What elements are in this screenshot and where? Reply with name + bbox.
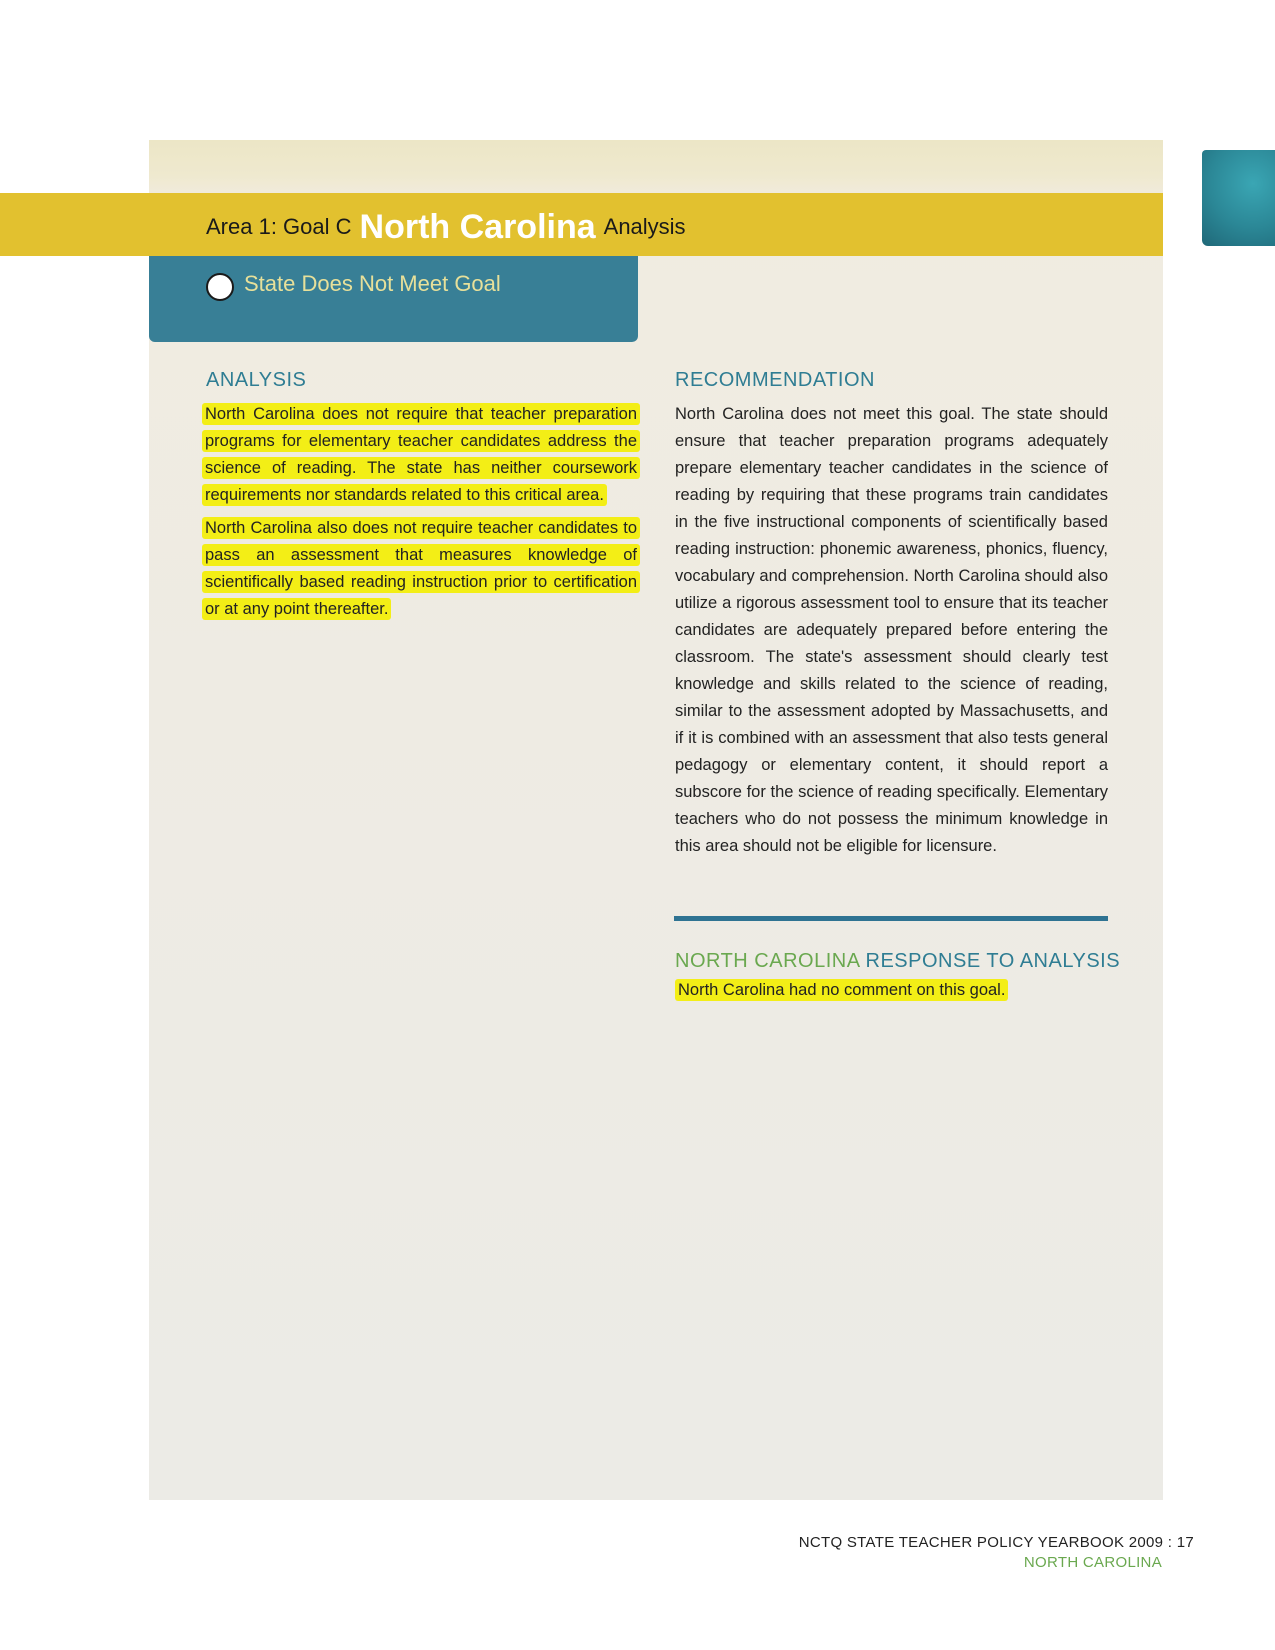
recommendation-section [675,401,1108,866]
title-suffix: Analysis [603,214,686,239]
analysis-paragraph [202,401,640,509]
recommendation-paragraph: North Carolina does not meet this goal. The state should ensure that teacher preparation programs adequately prepare elementary teacher candidates in the science of reading by requiring that these programs train candidates in the five instructional components of scientifically based reading instruction: phonemic awareness, phonics, fluency, vocabulary and comprehension. North Carolina should also utilize a rigorous assessment tool to ensure that its teacher candidates are adequately prepared before entering the classroom. The state's assessment should clearly test knowledge and skills related to the science of reading, similar to the assessment adopted by Massachusetts, and if it is combined with an assessment that also tests general pedagogy or elementary content, it should report a subscore for the science of reading specifically. Elementary teachers who do not possess the minimum knowledge in this area should not be eligible for licensure. [675,405,1108,855]
analysis-paragraph [202,515,640,623]
analysis-heading: ANALYSIS [206,369,307,391]
highlighted-text: North Carolina does not require that teacher preparation programs for elementary teacher candidates address the science of reading. The state has neither coursework requirements nor standards related to this critical area. [202,403,640,506]
highlighted-text: North Carolina had no comment on this goal. [675,979,1008,1001]
page-title [206,197,686,257]
empty-circle-icon [206,273,234,301]
response-heading-state: NORTH CAROLINA [675,950,860,972]
analysis-section [202,401,640,629]
recommendation-heading: RECOMMENDATION [675,369,875,391]
goal-status-label: State Does Not Meet Goal [244,271,501,296]
area-goal-label: Area 1: Goal C [206,214,352,239]
response-heading-label: RESPONSE TO ANALYSIS [865,950,1121,972]
footer-publication: NCTQ STATE TEACHER POLICY YEARBOOK 2009 : 17 [798,1534,1194,1551]
highlighted-text: North Carolina also does not require teacher candidates to pass an assessment that measures knowledge of scientifically based reading instruction prior to certification or at any point thereafter. [202,517,640,620]
section-divider [674,916,1108,921]
response-heading [675,950,1120,973]
footer-state: NORTH CAROLINA [1023,1554,1162,1571]
response-text [675,977,1008,1004]
section-tab-swatch [1202,150,1275,246]
paper-torn-edge [149,140,1163,200]
state-name: North Carolina [359,207,596,246]
